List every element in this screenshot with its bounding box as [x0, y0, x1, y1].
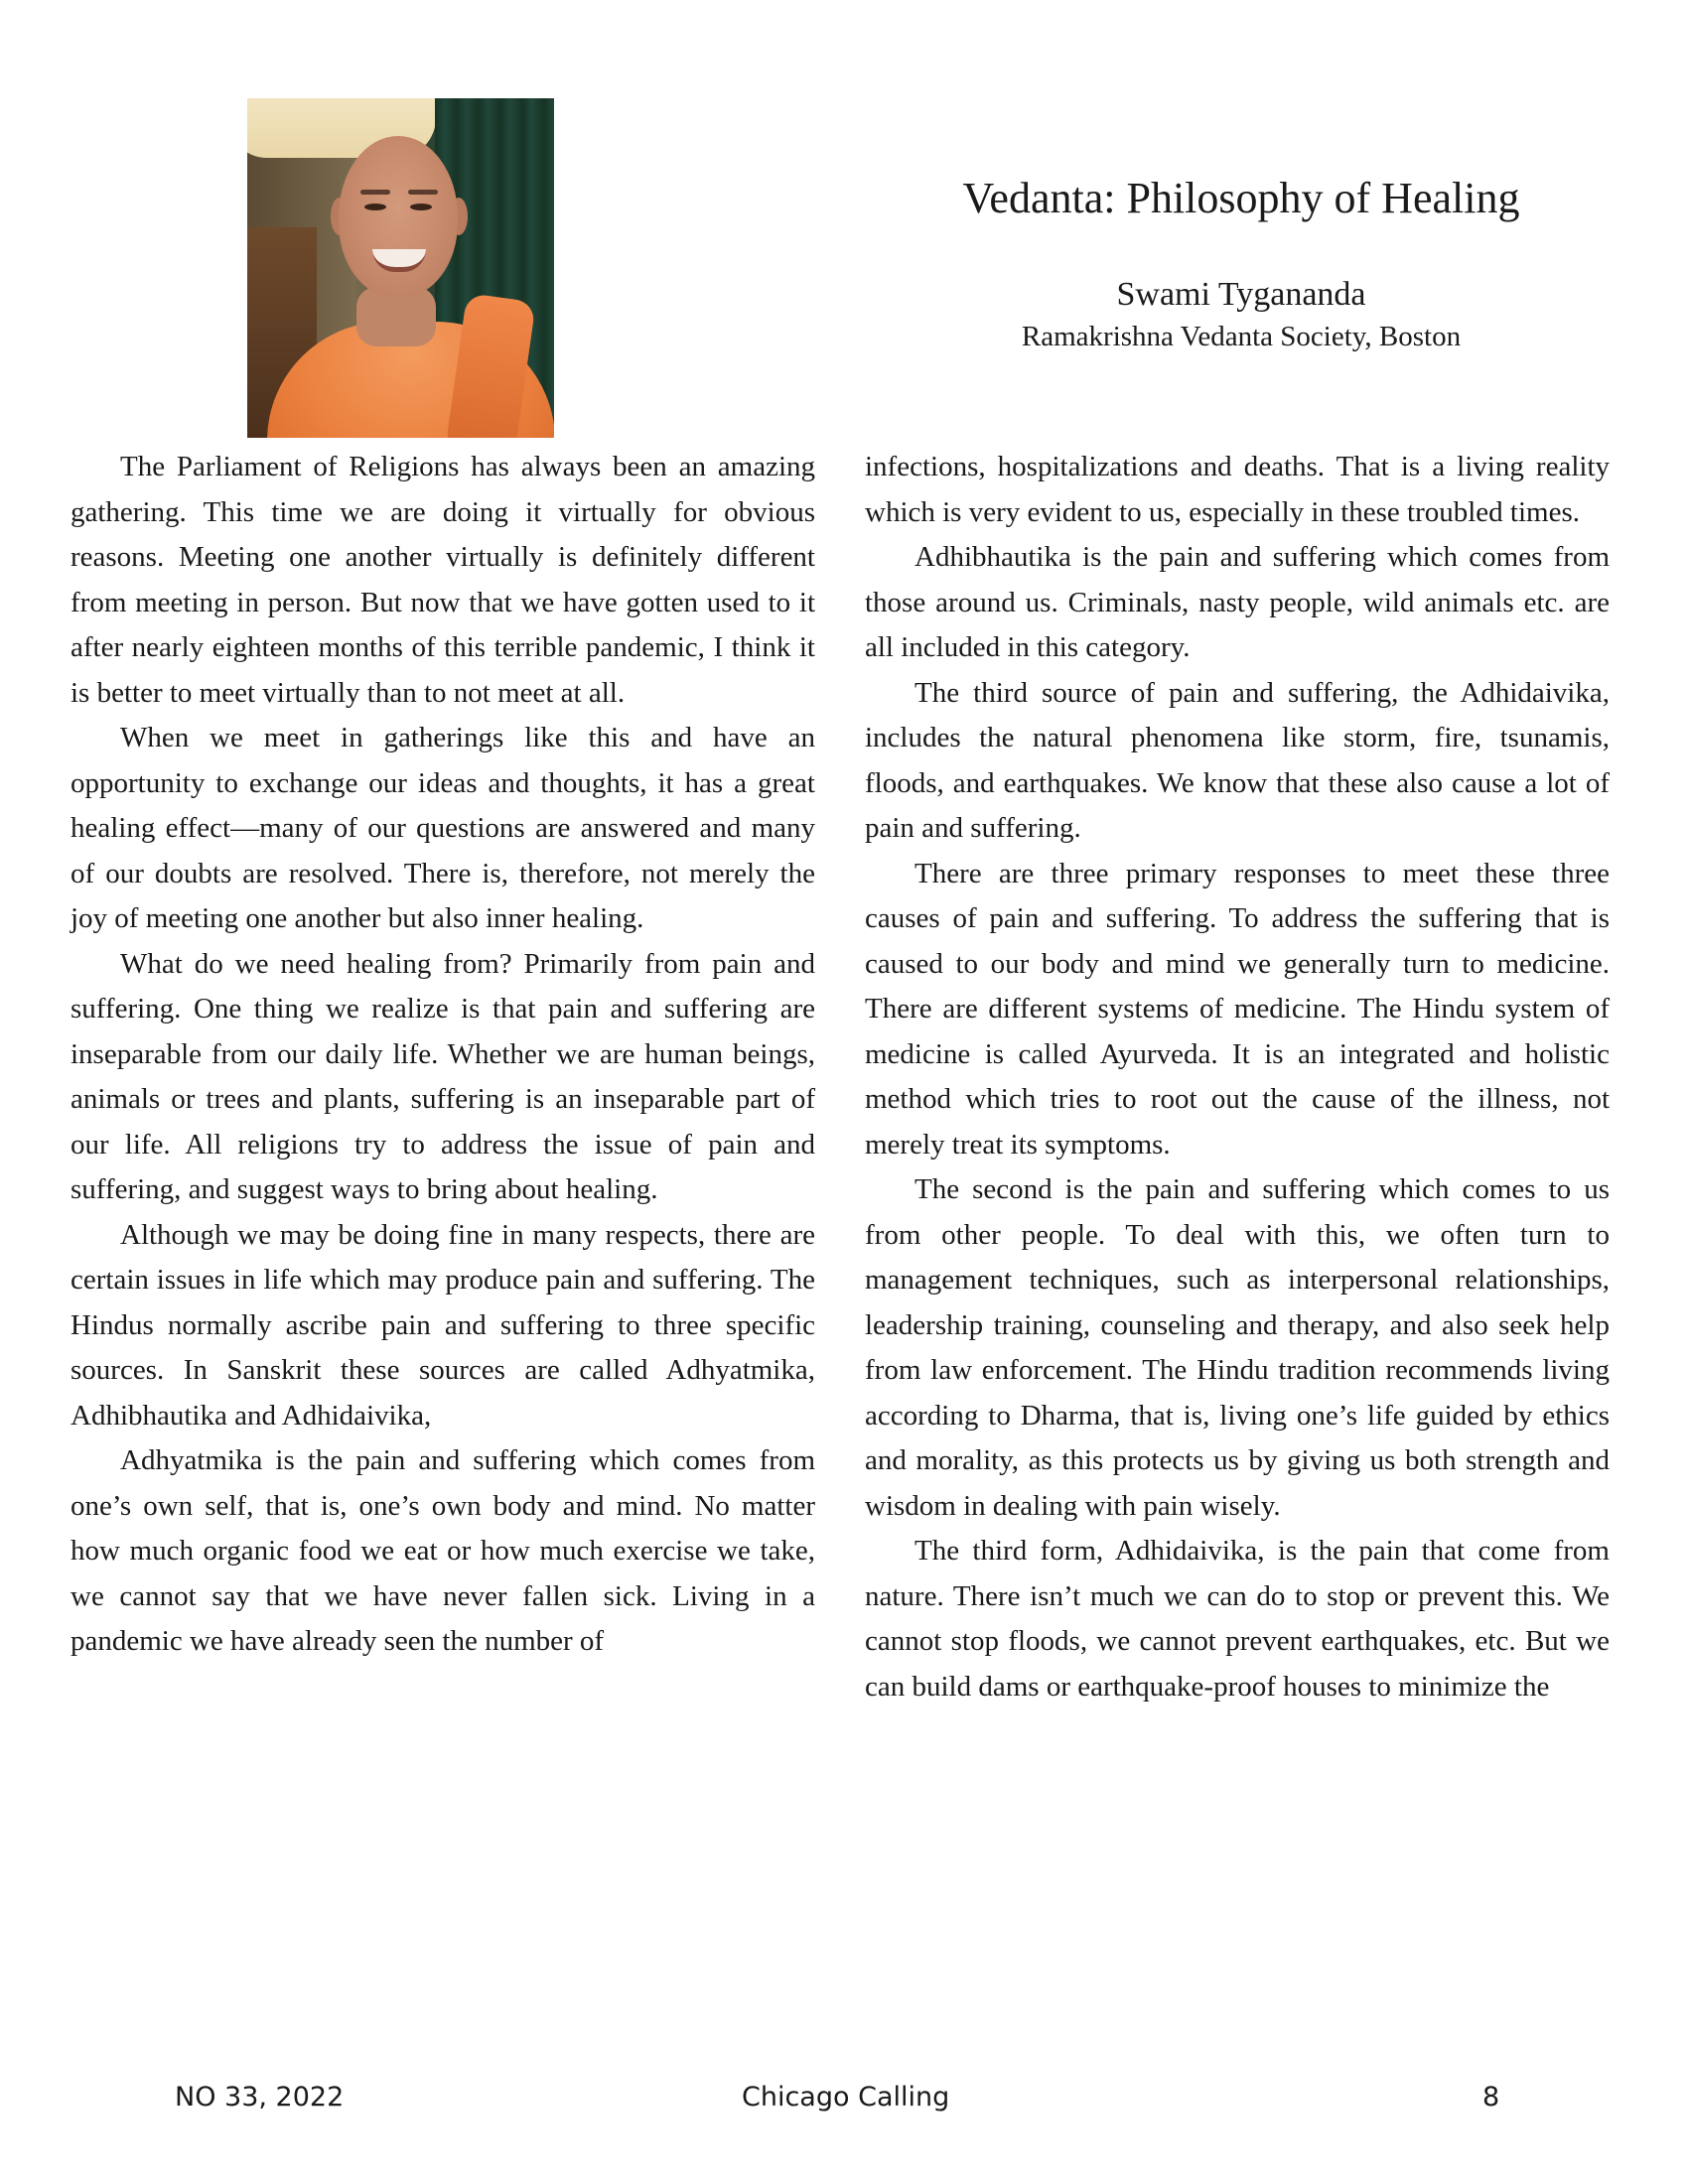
paragraph-continued: infections, hospitalizations and deaths. That is a living reality which is very evident to us, especially in these troubled times.	[865, 451, 1610, 528]
paragraph: What do we need healing from? Primarily from pain and suffering. One thing we realize is that pain and suffering are inseparable from our daily life. Whether we are human beings, animals or trees and plants, suffering is an inseparable part of our life. All religions try to address the issue of pain and suffering, and suggest ways to bring about healing.	[70, 947, 815, 1205]
article-title: Vedanta: Philosophy of Healing	[962, 174, 1520, 222]
paragraph: Adhibhautika is the pain and suffering which comes from those around us. Criminals, nasty people, wild animals etc. are all included in this category.	[865, 541, 1610, 663]
paragraph: There are three primary responses to meet these three causes of pain and suffering. To address the suffering that is caused to our body and mind we generally turn to medicine. There are different systems of medicine. The Hindu system of medicine is called Ayurveda. It is an integrated and holistic method which tries to root out the cause of the illness, not merely treat its symptoms.	[865, 857, 1610, 1160]
author-affiliation: Ramakrishna Vedanta Society, Boston	[1021, 321, 1462, 352]
right-column	[865, 445, 1610, 1709]
face	[339, 136, 458, 297]
paragraph: The third form, Adhidaivika, is the pain that come from nature. There isn’t much we can do to stop or prevent this. We cannot stop floods, we cannot prevent earthquakes, etc. But we can build dams or earthquake-proof houses to minimize the	[865, 1535, 1610, 1703]
paragraph: When we meet in gatherings like this and have an opportunity to exchange our ideas and thoughts, it has a great healing effect—many of our questions are answered and many of our doubts are resolved. There is, therefore, not merely the joy of meeting one another but also inner healing.	[70, 722, 815, 934]
paragraph: The Parliament of Religions has always been an amazing gathering. This time we are doing it virtually for obvious reasons. Meeting one another virtually is definitely different from meeting in person. But now that we have gotten used to it after nearly eighteen months of this terrible pandemic, I think it is better to meet virtually than to not meet at all.	[70, 451, 815, 709]
paragraph: The third source of pain and suffering, the Adhidaivika, includes the natural phenomena like storm, fire, tsunamis, floods, and earthquakes. We know that these also cause a lot of pain and suffering.	[865, 676, 1610, 844]
paragraph: Although we may be doing fine in many respects, there are certain issues in life which may produce pain and suffering. The Hindus normally ascribe pain and suffering to three specific sources. In Sanskrit these sources are called Adhyatmika, Adhibhautika and Adhidaivika,	[70, 1218, 815, 1432]
author-name: Swami Tygananda	[1116, 276, 1366, 313]
left-column	[70, 445, 815, 1665]
issue-number: NO 33, 2022	[175, 2082, 345, 2113]
author-photo	[247, 98, 554, 438]
paragraph: Adhyatmika is the pain and suffering which comes from one’s own self, that is, one’s own body and mind. No matter how much organic food we eat or how much exercise we take, we cannot say that we have never fallen sick. Living in a pandemic we have already seen the number of	[70, 1444, 815, 1657]
paragraph: The second is the pain and suffering which comes to us from other people. To deal with this, we often turn to management techniques, such as interpersonal relationships, leadership training, counseling and therapy, and also seek help from law enforcement. The Hindu tradition recommends living according to Dharma, that is, living one’s life guided by ethics and morality, as this protects us by giving us both strength and wisdom in dealing with pain wisely.	[865, 1173, 1610, 1522]
publication-name: Chicago Calling	[742, 2082, 950, 2113]
page-number: 8	[1482, 2082, 1500, 2113]
